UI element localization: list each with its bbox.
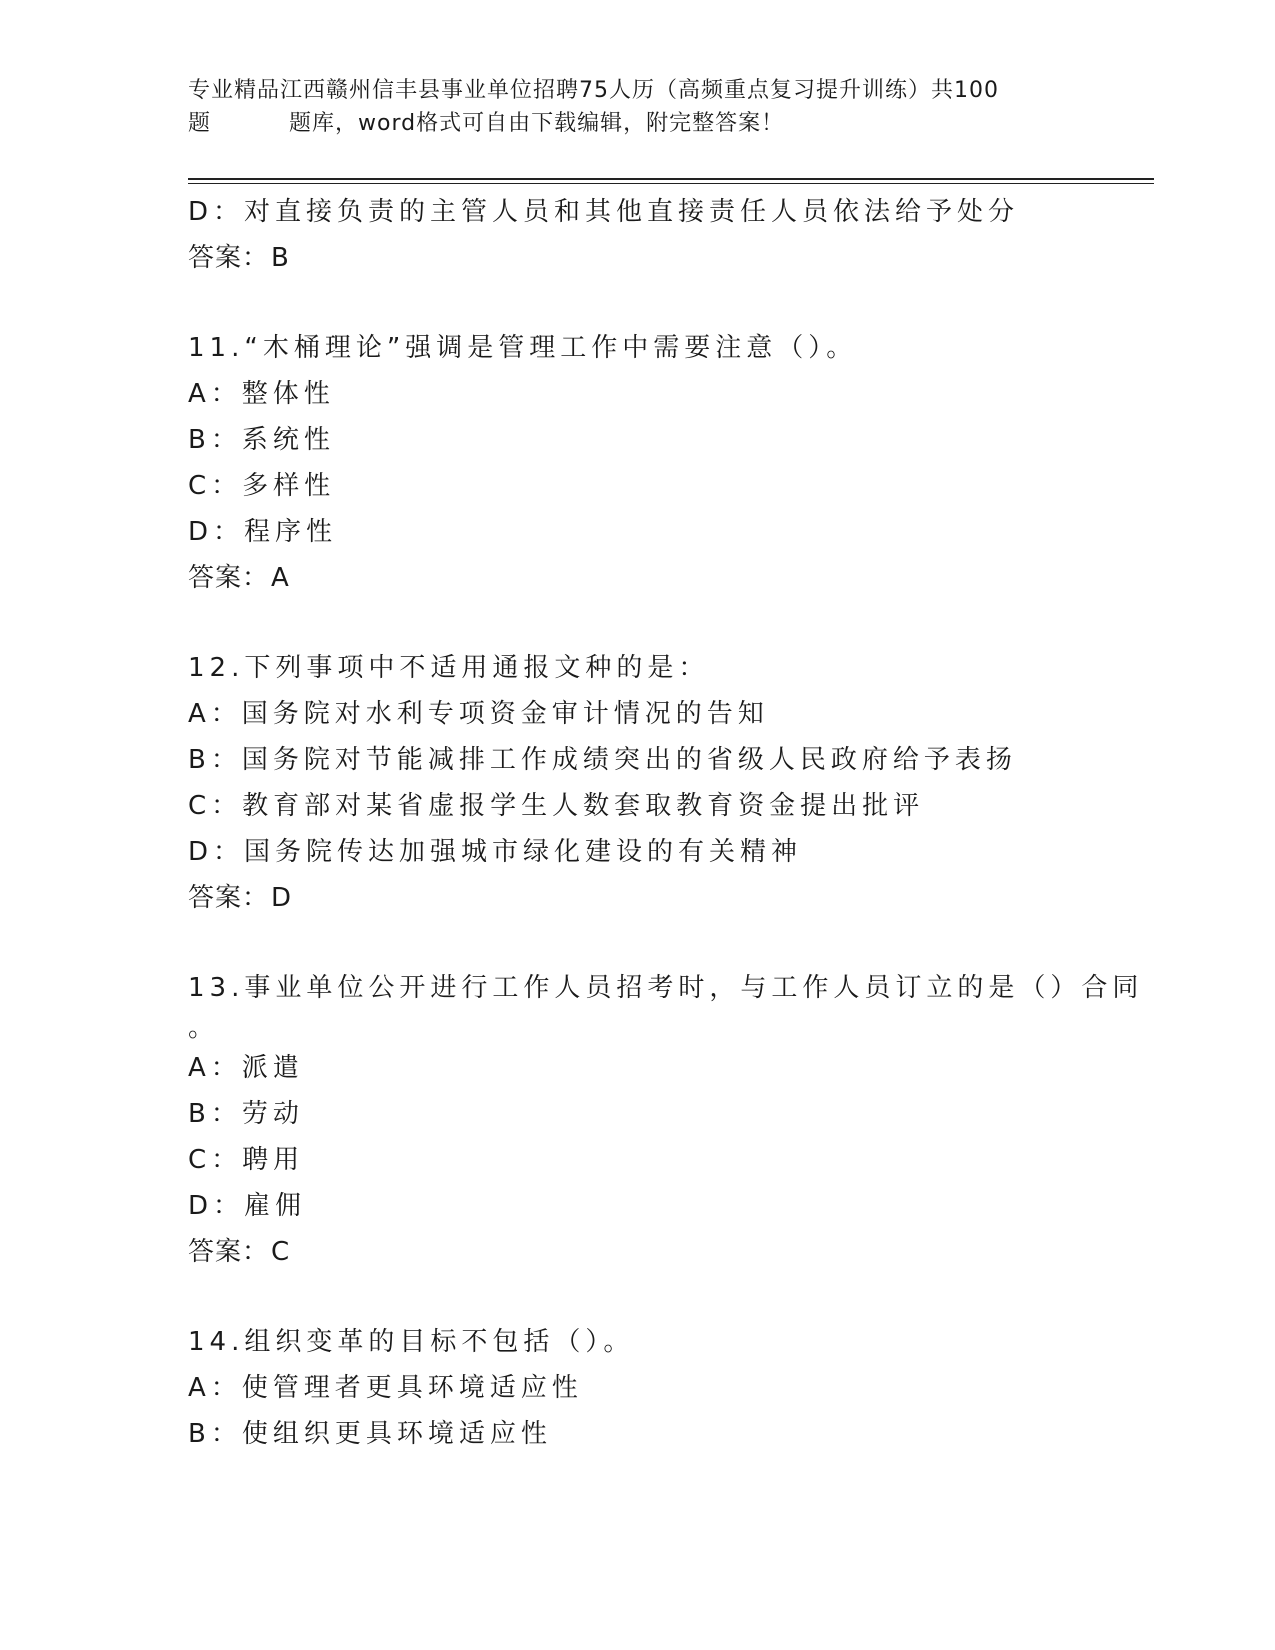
option-c: C：教育部对某省虚报学生人数套取教育资金提出批评 [188, 791, 925, 821]
question-11 [188, 325, 1148, 601]
answer [188, 875, 1148, 921]
answer-label: 答案： [188, 883, 270, 913]
option-a: A：使管理者更具环境适应性 [188, 1373, 583, 1403]
option-b: B：系统性 [188, 425, 335, 455]
option-b: B：国务院对节能减排工作成绩突出的省级人民政府给予表扬 [188, 745, 1017, 775]
prev-option-d: D：对直接负责的主管人员和其他直接责任人员依法给予处分 [188, 197, 1020, 227]
option-c: C：多样性 [188, 471, 336, 501]
header-title-line2-rest: 题库，word格式可自由下载编辑，附完整答案！ [289, 111, 785, 136]
option-b: B：使组织更具环境适应性 [188, 1419, 552, 1449]
document-body [188, 189, 1148, 1457]
answer [188, 1229, 1148, 1275]
header-rule-thick [188, 178, 1154, 180]
question-13 [188, 965, 1148, 1275]
answer-value: D [271, 883, 293, 913]
header-rule-thin [188, 183, 1154, 184]
option-d: D：国务院传达加强城市绿化建设的有关精神 [188, 837, 803, 867]
answer-label: 答案： [188, 563, 270, 593]
question-title: 13.事业单位公开进行工作人员招考时，与工作人员订立的是（）合同 [188, 973, 1144, 1003]
header-title-line1: 专业精品江西赣州信丰县事业单位招聘75人历（高频重点复习提升训练）共100 [188, 78, 999, 103]
header-title-line2-start: 题 [188, 111, 212, 136]
question-title: 11.“木桶理论”强调是管理工作中需要注意（）。 [188, 333, 858, 363]
answer-label: 答案： [188, 1237, 270, 1267]
option-a: A：整体性 [188, 379, 335, 409]
option-b: B：劳动 [188, 1099, 304, 1129]
prev-answer [188, 235, 1148, 281]
question-14 [188, 1319, 1148, 1457]
option-c: C：聘用 [188, 1145, 305, 1175]
option-a: A：派遣 [188, 1053, 304, 1083]
question-title: 12.下列事项中不适用通报文种的是： [188, 653, 710, 683]
answer [188, 555, 1148, 601]
header-title-line2 [188, 107, 1088, 140]
page-header [188, 74, 1088, 140]
answer-value: B [271, 243, 290, 273]
option-d: D：雇佣 [188, 1191, 307, 1221]
question-title: 14.组织变革的目标不包括（）。 [188, 1327, 635, 1357]
question-title-continuation: 。 [188, 1013, 220, 1043]
answer-value: A [271, 563, 290, 593]
option-d: D：程序性 [188, 517, 338, 547]
answer-value: C [271, 1237, 291, 1267]
question-12 [188, 645, 1148, 921]
option-a: A：国务院对水利专项资金审计情况的告知 [188, 699, 769, 729]
answer-label: 答案： [188, 243, 270, 273]
